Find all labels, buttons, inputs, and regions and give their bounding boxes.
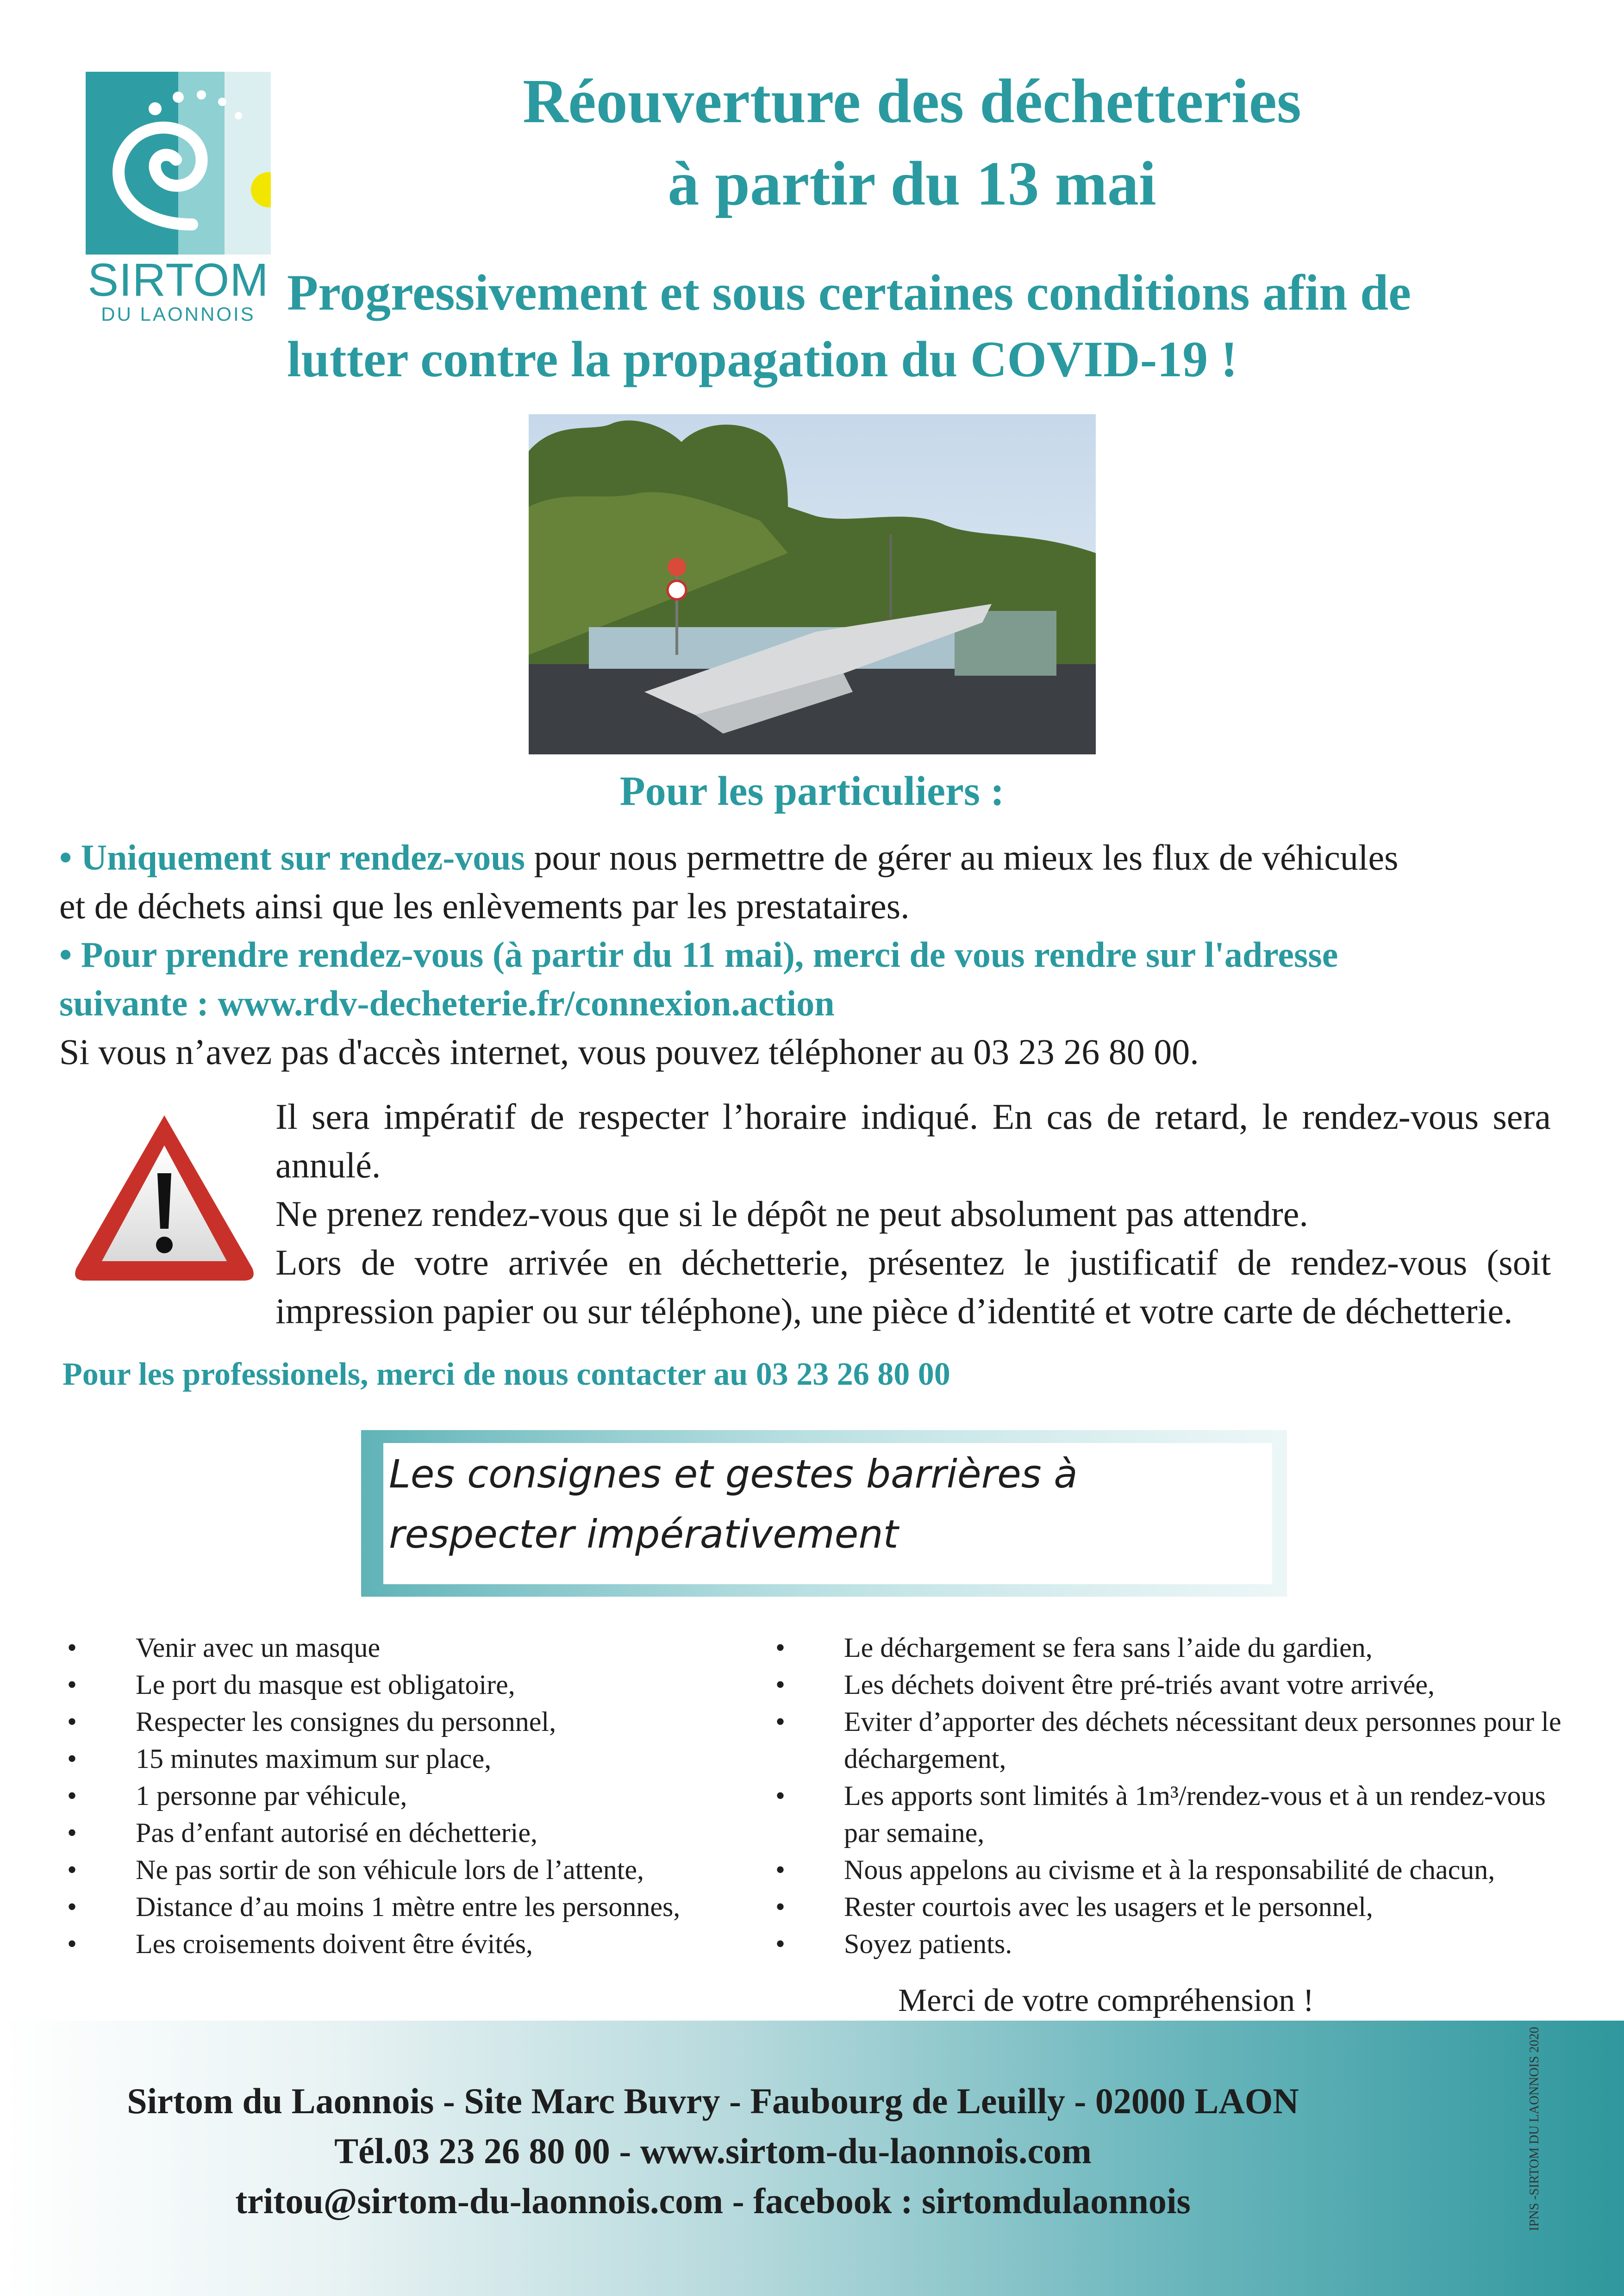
subtitle-line-2: lutter contre la propagation du COVID-19 ! xyxy=(287,331,1238,387)
consignes-title xyxy=(389,1444,1268,1564)
professionnels-line: Pour les professionels, merci de nous contacter au 03 23 26 80 00 xyxy=(62,1356,950,1392)
footer-address: Sirtom du Laonnois - Site Marc Buvry - Faubourg de Leuilly - 02000 LAON xyxy=(127,2081,1299,2121)
footer-contact xyxy=(0,2076,1426,2226)
list-item: • Respecter les consignes du personnel, xyxy=(62,1703,757,1740)
bullet-rendez-vous xyxy=(59,833,1550,930)
list-item: • Nous appelons au civisme et à la responsabilité de chacun, xyxy=(771,1851,1581,1888)
page-subtitle xyxy=(287,259,1593,392)
footer-phone-web[interactable]: Tél.03 23 26 80 00 - www.sirtom-du-laonnois.com xyxy=(334,2131,1092,2171)
bullet1-rest: pour nous permettre de gérer au mieux les flux de véhicules xyxy=(534,837,1399,877)
particuliers-heading: Pour les particuliers : xyxy=(619,768,1005,814)
list-item: • Eviter d’apporter des déchets nécessitant deux personnes pour le déchargement, xyxy=(771,1703,1581,1777)
subtitle-line-1: Progressivement et sous certaines conditions afin de xyxy=(287,264,1411,321)
title-line-1: Réouverture des déchetteries xyxy=(523,67,1301,136)
bullet-prendre-rdv xyxy=(59,930,1550,1076)
phone-line: Si vous n’avez pas d'accès internet, vous pouvez téléphoner au 03 23 26 80 00. xyxy=(59,1032,1199,1072)
sirtom-spiral-icon xyxy=(86,72,271,255)
page-title xyxy=(324,60,1500,225)
list-item: • 15 minutes maximum sur place, xyxy=(62,1740,757,1777)
list-item: • Pas d’enfant autorisé en déchetterie, xyxy=(62,1814,757,1851)
list-item: • Venir avec un masque xyxy=(62,1629,757,1666)
footer-email-facebook[interactable]: tritou@sirtom-du-laonnois.com - facebook : sirtomdulaonnois xyxy=(235,2181,1191,2221)
consignes-list-right xyxy=(771,1629,1581,1962)
sirtom-logo xyxy=(83,69,296,329)
bullet2-url-line[interactable]: suivante : www.rdv-decheterie.fr/connexion.action xyxy=(59,983,835,1023)
warning-text xyxy=(275,1092,1551,1335)
consignes-list-left xyxy=(62,1629,757,1962)
list-item: • Les déchets doivent être pré-triés avant votre arrivée, xyxy=(771,1666,1581,1703)
footer xyxy=(0,2021,1624,2296)
bullet1-line2: et de déchets ainsi que les enlèvements par les prestataires. xyxy=(59,886,910,926)
list-item: • Distance d’au moins 1 mètre entre les personnes, xyxy=(62,1888,757,1925)
warning-paragraph-3: Lors de votre arrivée en déchetterie, présentez le justificatif de rendez-vous (soit impression papier ou sur téléphone), une pièce d’identité et votre carte de déchetterie. xyxy=(275,1242,1551,1331)
side-credit-text: IPNS -SIRTOM DU LAONNOIS 2020 xyxy=(1527,2027,1542,2231)
warning-paragraph-1: Il sera impératif de respecter l’horaire indiqué. En cas de retard, le rendez-vous sera annulé. xyxy=(275,1096,1551,1185)
merci-line: Merci de votre compréhension ! xyxy=(898,1983,1314,2018)
decheterie-photo xyxy=(529,414,1096,754)
list-item: • Le déchargement se fera sans l’aide du gardien, xyxy=(771,1629,1581,1666)
list-item: • Ne pas sortir de son véhicule lors de l’attente, xyxy=(62,1851,757,1888)
warning-triangle-icon xyxy=(69,1108,259,1289)
list-item: • Les croisements doivent être évités, xyxy=(62,1925,757,1962)
bullet2-line1: Pour prendre rendez-vous (à partir du 11 mai), merci de vous rendre sur l'adresse xyxy=(81,934,1338,975)
list-item: • Rester courtois avec les usagers et le personnel, xyxy=(771,1888,1581,1925)
list-item: • 1 personne par véhicule, xyxy=(62,1777,757,1814)
list-item: • Le port du masque est obligatoire, xyxy=(62,1666,757,1703)
list-item: • Soyez patients. xyxy=(771,1925,1581,1962)
side-credit xyxy=(1521,1981,1549,2277)
consignes-box xyxy=(361,1430,1287,1597)
bullet-icon: • xyxy=(59,934,72,975)
consignes-line-2: respecter impérativement xyxy=(389,1512,899,1557)
bullet-icon: • xyxy=(59,837,72,877)
bullet1-bold: Uniquement sur rendez-vous xyxy=(81,837,525,877)
warning-paragraph-2: Ne prenez rendez-vous que si le dépôt ne peut absolument pas attendre. xyxy=(275,1194,1308,1234)
consignes-line-1: Les consignes et gestes barrières à xyxy=(389,1451,1078,1497)
logo-name: SIRTOM xyxy=(87,254,269,306)
title-line-2: à partir du 13 mai xyxy=(668,149,1156,218)
list-item: • Les apports sont limités à 1m³/rendez-vous et à un rendez-vous par semaine, xyxy=(771,1777,1581,1851)
logo-subname: DU LAONNOIS xyxy=(101,303,256,325)
